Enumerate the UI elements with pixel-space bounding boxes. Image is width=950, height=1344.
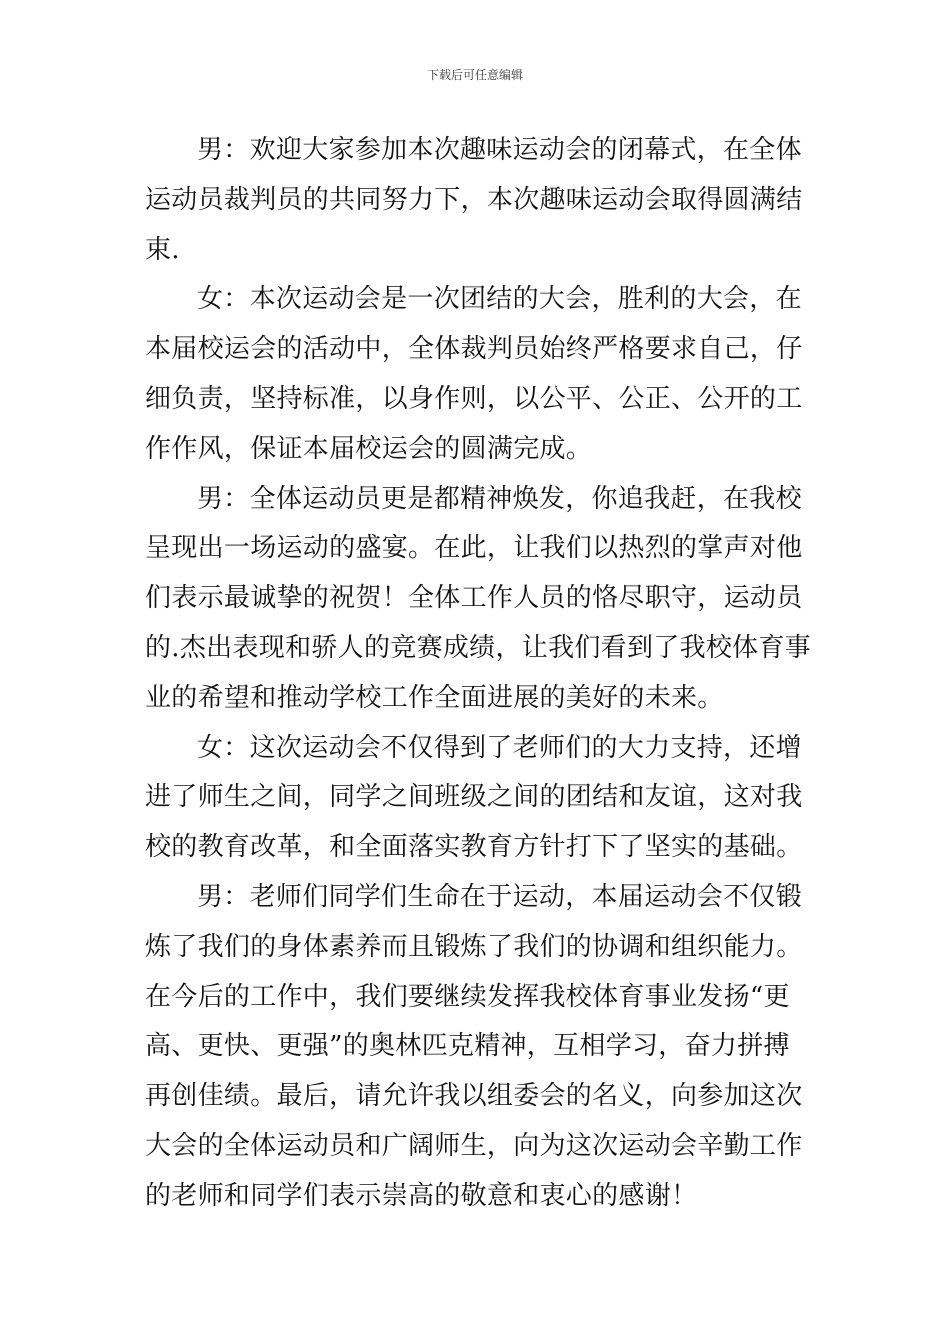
paragraph-1 bbox=[145, 126, 807, 275]
text-line: 男：欢迎大家参加本次趣味运动会的闭幕式，在全体 bbox=[197, 135, 802, 165]
text-line: 进了师生之间，同学之间班级之间的团结和友谊，这对我 bbox=[145, 782, 803, 813]
text-line: 大会的全体运动员和广阔师生，向为这次运动会辛勤工作 bbox=[145, 1130, 803, 1161]
text-line: 再创佳绩。最后，请允许我以组委会的名义，向参加这次 bbox=[145, 1081, 803, 1112]
text-line: 的.杰出表现和骄人的竞赛成绩，让我们看到了我校体育事 bbox=[145, 632, 812, 663]
text-line: 男：老师们同学们生命在于运动，本届运动会不仅锻 bbox=[197, 881, 802, 912]
text-line: 女：这次运动会不仅得到了老师们的大力支持，还增 bbox=[197, 732, 802, 763]
text-line: 炼了我们的身体素养而且锻炼了我们的协调和组织能力。 bbox=[145, 931, 803, 962]
paragraph-3 bbox=[145, 475, 812, 724]
text-line: 女：本次运动会是一次团结的大会，胜利的大会，在 bbox=[197, 284, 802, 315]
text-line: 呈现出一场运动的盛宴。在此，让我们以热烈的掌声对他 bbox=[145, 533, 803, 564]
text-line: 在今后的工作中，我们要继续发挥我校体育事业发扬“更 bbox=[145, 981, 790, 1012]
document-body bbox=[145, 126, 812, 1222]
text-line: 业的希望和推动学校工作全面进展的美好的未来。 bbox=[145, 682, 724, 713]
text-line: 运动员裁判员的共同努力下，本次趣味运动会取得圆满结 bbox=[145, 184, 803, 215]
text-line: 作作风，保证本届校运会的圆满完成。 bbox=[145, 433, 593, 464]
text-line: 们表示最诚挚的祝贺！全体工作人员的恪尽职守，运动员 bbox=[145, 583, 803, 614]
text-line: 细负责，坚持标准，以身作则，以公平、公正、公开的工 bbox=[145, 383, 803, 414]
text-line: 男：全体运动员更是都精神焕发，你追我赶，在我校 bbox=[197, 483, 802, 514]
text-line: 的老师和同学们表示崇高的敬意和衷心的感谢！ bbox=[145, 1180, 698, 1211]
text-line: 校的教育改革，和全面落实教育方针打下了坚实的基础。 bbox=[145, 832, 803, 863]
text-line: 本届校运会的活动中，全体裁判员始终严格要求自己，仔 bbox=[145, 334, 803, 365]
text-line: 高、更快、更强”的奥林匹克精神，互相学习，奋力拼搏 bbox=[145, 1031, 790, 1062]
text-line: 束. bbox=[145, 234, 180, 265]
header-note: 下载后可任意编辑 bbox=[426, 68, 523, 82]
paragraph-4 bbox=[145, 724, 807, 873]
paragraph-5 bbox=[145, 873, 807, 1222]
paragraph-2 bbox=[145, 275, 807, 474]
